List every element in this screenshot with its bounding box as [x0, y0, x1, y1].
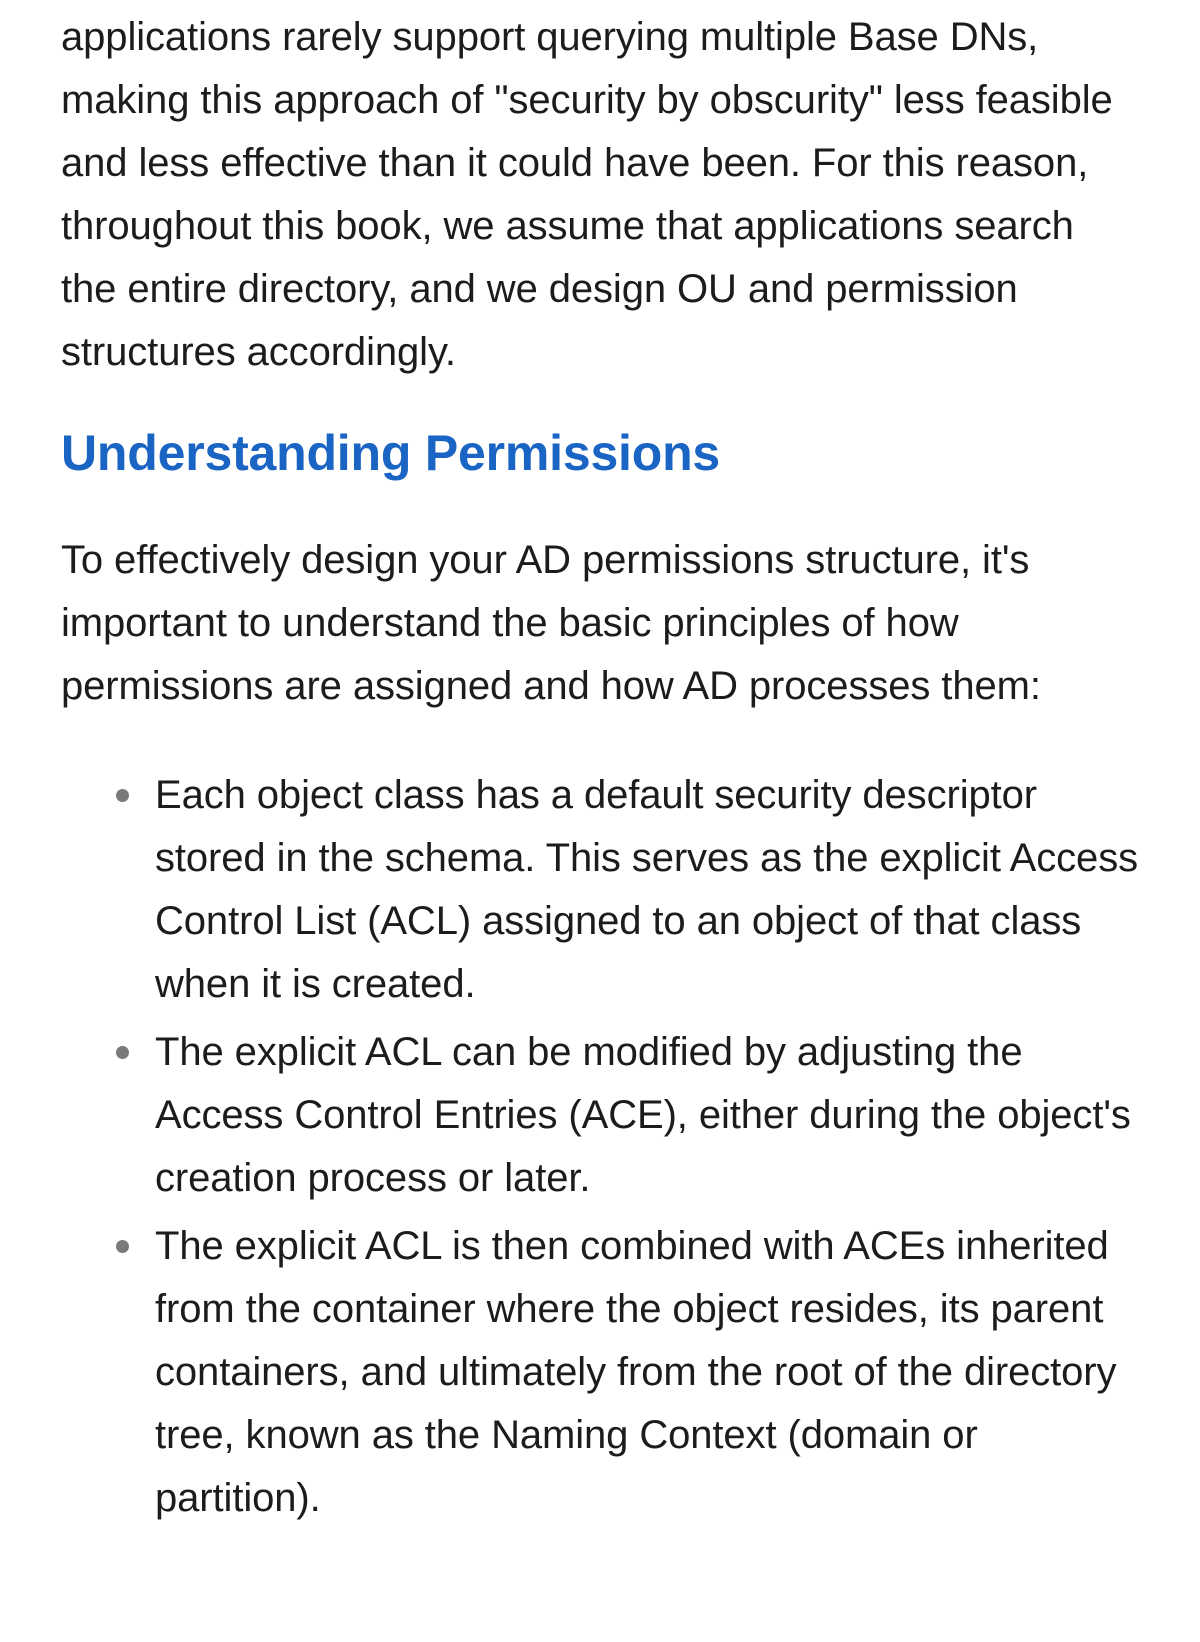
bullet-dot-icon	[116, 1240, 129, 1253]
bullet-dot-icon	[116, 789, 129, 802]
list-item-text: Each object class has a default security descriptor stored in the schema. This serves as the explicit Access Control List (ACL) assigned to an object of that class when it is created.	[155, 773, 1138, 1006]
lead-paragraph: To effectively design your AD permissions structure, it's important to understand the basic principles of how permissions are assigned and how AD processes them:	[61, 538, 1041, 708]
list-item	[155, 1215, 1140, 1530]
list-item-text: The explicit ACL can be modified by adjusting the Access Control Entries (ACE), either during the object's creation process or later.	[155, 1030, 1131, 1200]
list-item-text: The explicit ACL is then combined with ACEs inherited from the container where the object resides, its parent containers, and ultimately from the root of the directory tree, known as the Naming Context (domain or partition).	[155, 1224, 1117, 1520]
bullet-dot-icon	[116, 1046, 129, 1059]
intro-paragraph: applications rarely support querying multiple Base DNs, making this approach of "security by obscurity" less feasible and less effective than it could have been. For this reason, throughout this book, we assume that applications search the entire directory, and we design OU and permission structures accordingly.	[61, 15, 1113, 374]
list-item	[155, 764, 1140, 1016]
bullet-list	[61, 764, 1140, 1530]
list-item	[155, 1021, 1140, 1210]
section-heading: Understanding Permissions	[61, 425, 721, 481]
